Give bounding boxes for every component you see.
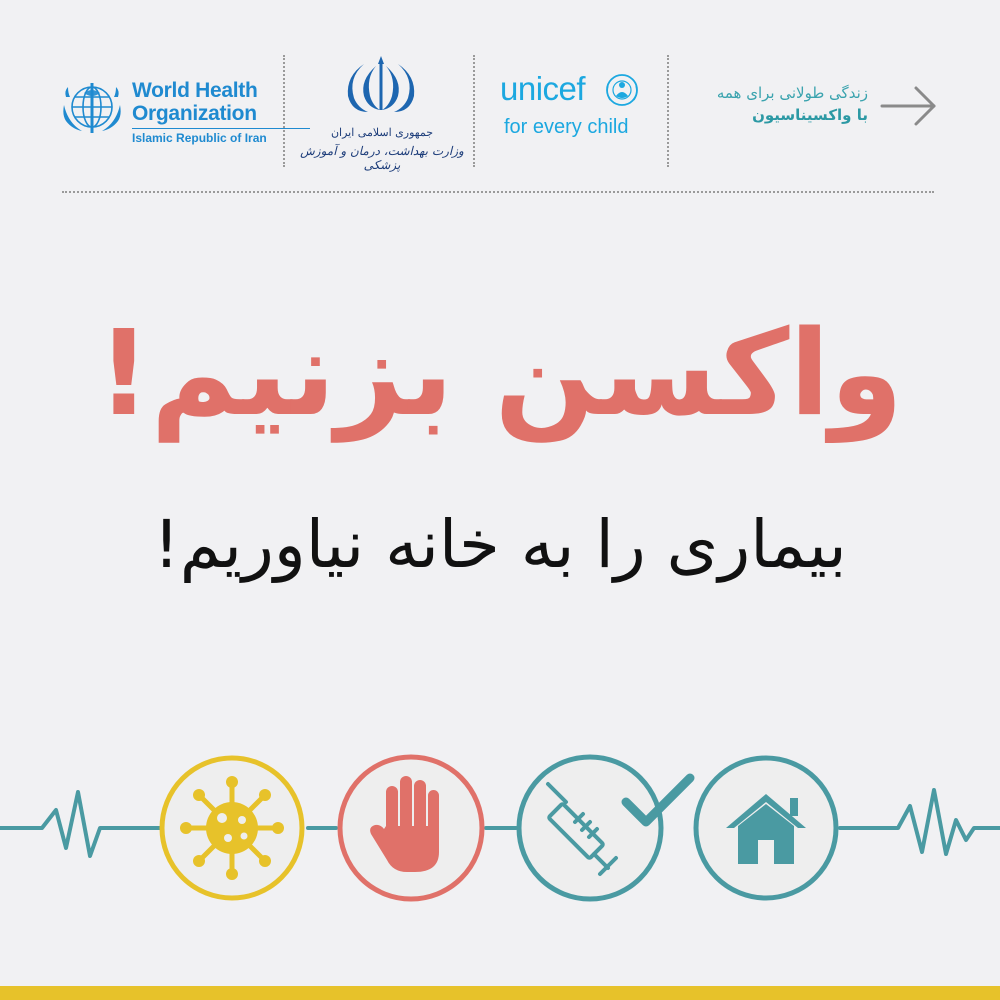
arrow-right-icon	[878, 82, 942, 130]
campaign-line2: با واکسیناسیون	[752, 106, 868, 124]
iran-emblem-icon	[346, 52, 416, 118]
syringe-check-icon	[519, 757, 690, 899]
who-subtitle: Islamic Republic of Iran	[132, 131, 267, 145]
unicef-tagline: for every child	[504, 116, 629, 138]
house-icon	[696, 758, 836, 898]
iran-ministry-logo	[298, 52, 466, 172]
header-divider	[283, 55, 285, 167]
unicef-logo	[500, 70, 650, 150]
campaign-line1: زندگی طولانی برای همه	[716, 84, 868, 102]
headline: واکسن بزنیم!	[96, 304, 904, 442]
heartbeat-line	[0, 790, 1000, 856]
stop-hand-icon	[340, 757, 482, 899]
header-bottom-divider	[62, 191, 934, 193]
who-emblem-icon	[58, 75, 126, 143]
who-logo	[58, 75, 278, 145]
header-divider	[473, 55, 475, 167]
header-divider	[667, 55, 669, 167]
bottom-accent-bar	[0, 986, 1000, 1000]
who-name-line1: World Health	[132, 79, 258, 102]
unicef-wordmark: unicef	[500, 70, 586, 107]
heartbeat-strip	[0, 740, 1000, 910]
virus-icon	[162, 758, 302, 898]
iran-ministry-line2: وزارت بهداشت، درمان و آموزش پزشکی	[300, 144, 464, 172]
subheadline: بیماری را به خانه نیاوریم!	[153, 506, 847, 583]
iran-ministry-line1: جمهوری اسلامی ایران	[330, 126, 434, 139]
who-name-line2: Organization	[132, 102, 257, 125]
unicef-globe-icon	[604, 72, 640, 108]
